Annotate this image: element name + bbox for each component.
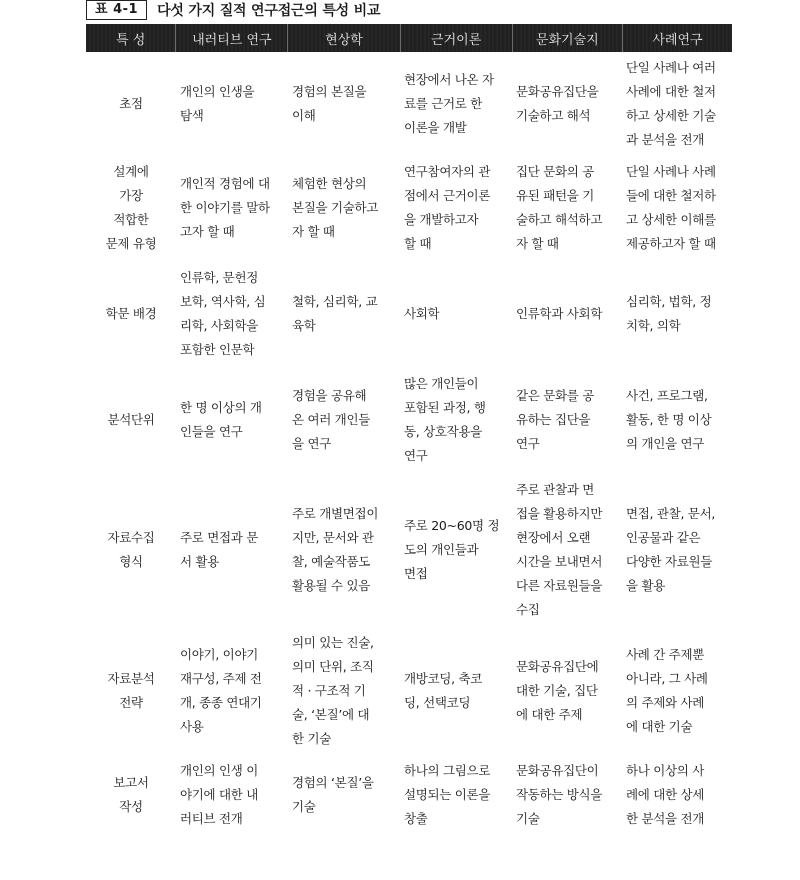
table-cell: 문화공유집단을 기술하고 해석 <box>516 84 599 123</box>
row-label: 분석단위 <box>107 412 155 427</box>
table-cell: 개인의 인생을 탐색 <box>180 84 255 123</box>
table-cell: 인류학, 문헌정 보학, 역사학, 심 리학, 사회학을 포함한 인문학 <box>180 270 266 357</box>
table-cell: 경험의 본질을 이해 <box>292 84 367 123</box>
table-row <box>86 630 732 752</box>
table-cell: 하나 이상의 사 례에 대한 상세 한 분석을 전개 <box>626 763 704 826</box>
table-number: 표 4-1 <box>86 0 147 20</box>
table-row <box>86 480 732 620</box>
header-case-study: 사례연구 <box>623 24 732 52</box>
table-cell: 인류학과 사회학 <box>516 306 603 321</box>
table-cell: 개인의 인생 이 야기에 대한 내 러티브 전개 <box>180 763 258 826</box>
table-cell: 주로 관찰과 면 접을 활용하지만 현장에서 오랜 시간을 보내면서 다른 자료원들을 수집 <box>516 482 603 617</box>
table-row <box>86 372 732 468</box>
table-cell: 심리학, 법학, 정 치학, 의학 <box>626 294 712 333</box>
row-label: 자료분석 전략 <box>107 671 155 710</box>
table-cell: 주로 개별면접이 지만, 문서와 관 찰, 예술작품도 활용될 수 있음 <box>292 506 379 593</box>
row-label: 학문 배경 <box>105 306 157 321</box>
header-characteristic: 특 성 <box>86 24 176 52</box>
table-cell: 체험한 현상의 본질을 기술하고 자 할 때 <box>292 176 379 239</box>
table-cell: 현장에서 나온 자 료를 근거로 한 이론을 개발 <box>404 72 494 135</box>
table-cell: 사회학 <box>404 306 440 321</box>
table-cell: 많은 개인들이 포함된 과정, 행 동, 상호작용을 연구 <box>404 376 486 463</box>
table-row <box>86 758 732 832</box>
table-cell: 경험을 공유해 온 여러 개인들 을 연구 <box>292 388 370 451</box>
row-label: 자료수집 형식 <box>107 530 155 569</box>
table-title: 다섯 가지 질적 연구접근의 특성 비교 <box>157 3 381 19</box>
table-header-row <box>86 24 732 52</box>
table-cell: 문화공유집단에 대한 기술, 집단 에 대한 주제 <box>516 659 599 722</box>
table-cell: 개인적 경험에 대 한 이야기를 말하 고자 할 때 <box>180 176 270 239</box>
table-cell: 연구참여자의 관 점에서 근거이론 을 개발하고자 할 때 <box>404 164 491 251</box>
table-cell: 하나의 그림으로 설명되는 이론을 창출 <box>404 763 491 826</box>
header-phenomenology: 현상학 <box>288 24 400 52</box>
table-cell: 한 명 이상의 개 인들을 연구 <box>180 400 262 439</box>
table-row <box>86 266 732 362</box>
row-label: 설계에 가장 적합한 문제 유형 <box>105 164 157 251</box>
table-cell: 단일 사례나 여러 사례에 대한 철저 하고 상세한 기술 과 분석을 전개 <box>626 60 716 147</box>
table-cell: 사례 간 주제뿐 아니라, 그 사례 의 주제와 사례 에 대한 기술 <box>626 647 708 734</box>
table-cell: 철학, 심리학, 교 육학 <box>292 294 378 333</box>
header-narrative: 내러티브 연구 <box>176 24 288 52</box>
table-cell: 단일 사례나 사례 들에 대한 철저하 고 상세한 이해를 제공하고자 할 때 <box>626 164 716 251</box>
table-cell: 면접, 관찰, 문서, 인공물과 같은 다양한 자료원들 을 활용 <box>626 506 716 593</box>
table-cell: 의미 있는 진술, 의미 단위, 조직 적 · 구조적 기 술, ‘본질’에 대 한 기술 <box>292 635 374 746</box>
header-ethnography: 문화기술지 <box>513 24 623 52</box>
table-cell: 사건, 프로그램, 활동, 한 명 이상 의 개인을 연구 <box>626 388 712 451</box>
table-cell: 경험의 ‘본질’을 기술 <box>292 775 374 814</box>
table-caption <box>86 0 380 20</box>
table-row <box>86 158 732 258</box>
table-cell: 문화공유집단이 작동하는 방식을 기술 <box>516 763 603 826</box>
table-cell: 주로 면접과 문 서 활용 <box>180 530 258 569</box>
table-cell: 집단 문화의 공 유된 패턴을 기 술하고 해석하고 자 할 때 <box>516 164 603 251</box>
table-cell: 같은 문화를 공 유하는 집단을 연구 <box>516 388 594 451</box>
table-cell: 주로 20~60명 정 도의 개인들과 면접 <box>404 518 500 581</box>
row-label: 보고서 작성 <box>113 775 149 814</box>
header-grounded-theory: 근거이론 <box>401 24 513 52</box>
table-cell: 개방코딩, 축코 딩, 선택코딩 <box>404 671 482 710</box>
table-cell: 이야기, 이야기 재구성, 주제 전 개, 종종 연대기 사용 <box>180 647 262 734</box>
row-label: 초점 <box>119 96 143 111</box>
table-row <box>86 58 732 150</box>
